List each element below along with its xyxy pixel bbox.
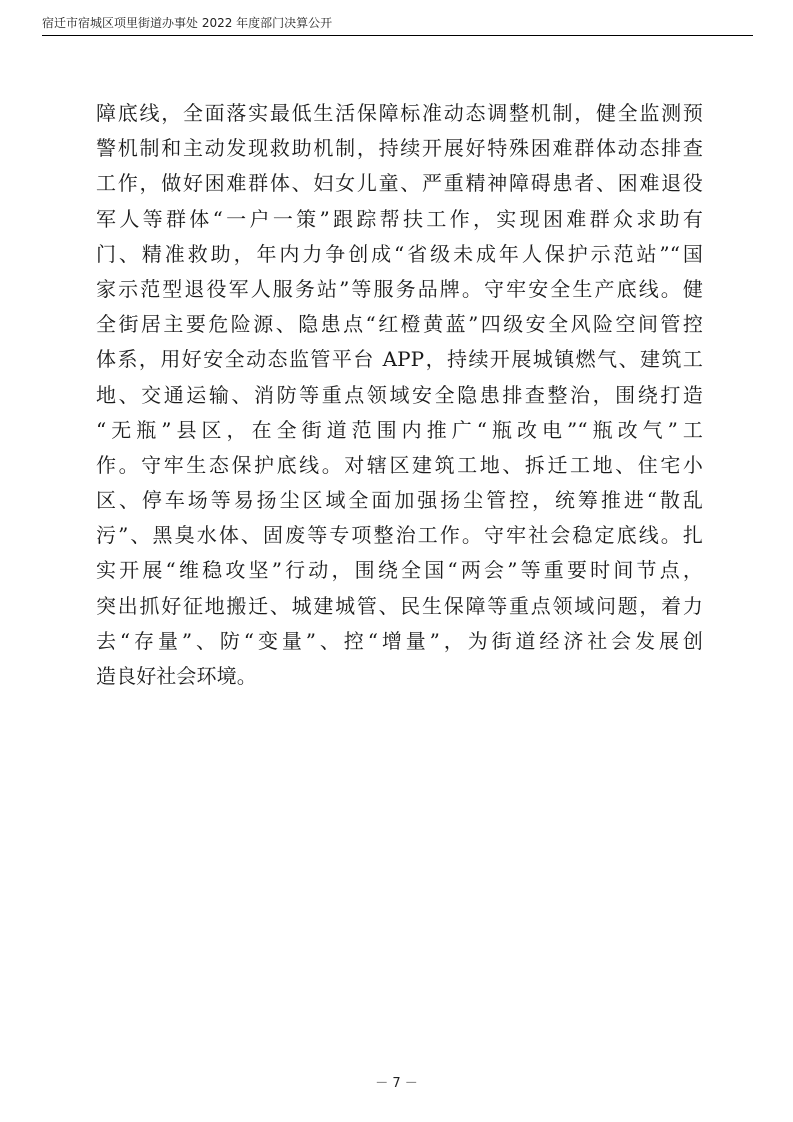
body-line: 障底线，全面落实最低生活保障标准动态调整机制，健全监测预 [96, 101, 703, 125]
page-number: － 7 － [375, 1076, 418, 1091]
body-paragraph [96, 96, 703, 694]
body-line: 实开展“维稳攻坚”行动，围绕全国“两会”等重要时间节点， [96, 558, 703, 583]
body-line: 去“存量”、防“变量”、控“增量”，为街道经济社会发展创 [96, 628, 703, 653]
body-line: 门、精准救助，年内力争创成“省级未成年人保护示范站”“国 [96, 241, 703, 266]
body-line: 污”、黑臭水体、固废等专项整治工作。守牢社会稳定底线。扎 [96, 523, 703, 548]
body-line: 地、交通运输、消防等重点领域安全隐患排查整治，围绕打造 [96, 382, 703, 407]
body-line: 军人等群体“一户一策”跟踪帮扶工作，实现困难群众求助有 [96, 206, 703, 231]
body-line: “无瓶”县区，在全街道范围内推广“瓶改电”“瓶改气”工 [96, 417, 703, 442]
header-title: 宿迁市宿城区项里街道办事处 2022 年度部门决算公开 [42, 16, 333, 30]
body-line: 警机制和主动发现救助机制，持续开展好特殊困难群体动态排查 [96, 136, 703, 161]
body-line: 作。守牢生态保护底线。对辖区建筑工地、拆迁工地、住宅小 [96, 452, 703, 477]
page-footer [0, 1072, 793, 1091]
body-line: 体系，用好安全动态监管平台 APP，持续开展城镇燃气、建筑工 [96, 347, 703, 372]
body-line: 造良好社会环境。 [96, 664, 257, 688]
page-header [42, 15, 753, 35]
body-line: 全街居主要危险源、隐患点“红橙黄蓝”四级安全风险空间管控 [96, 312, 703, 337]
body-line: 突出抓好征地搬迁、城建城管、民生保障等重点领域问题，着力 [96, 593, 703, 618]
body-line: 区、停车场等易扬尘区域全面加强扬尘管控，统筹推进“散乱 [96, 488, 703, 513]
header-rule [42, 35, 753, 36]
body-line: 工作，做好困难群体、妇女儿童、严重精神障碍患者、困难退役 [96, 171, 703, 196]
body-line: 家示范型退役军人服务站”等服务品牌。守牢安全生产底线。健 [96, 276, 703, 301]
